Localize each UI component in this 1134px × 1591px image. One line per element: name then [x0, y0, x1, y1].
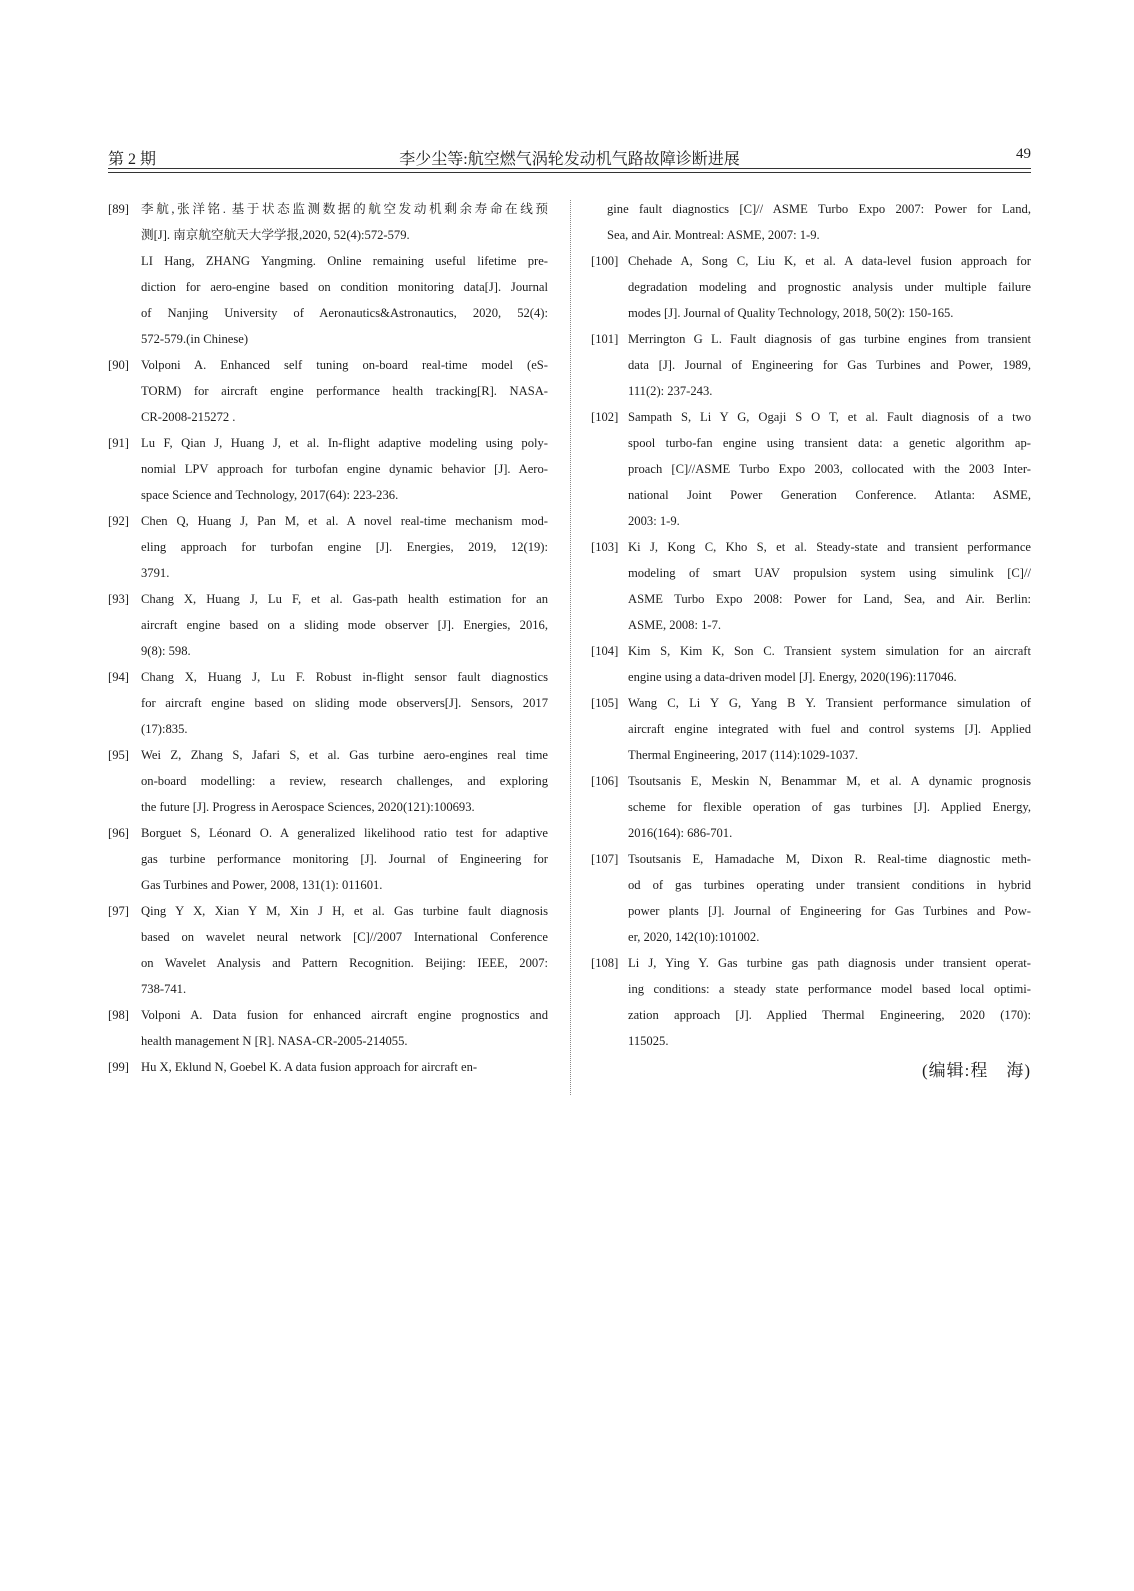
reference-line: zation approach [J]. Applied Thermal Engineering, 2020 (170):: [628, 1008, 1031, 1022]
reference-number: [97]: [108, 904, 129, 918]
reference-line: data [J]. Journal of Engineering for Gas Turbines and Power, 1989,: [628, 358, 1031, 372]
reference-line: Gas Turbines and Power, 2008, 131(1): 011601.: [141, 878, 383, 892]
reference-number: [107]: [591, 852, 619, 866]
reference-number: [98]: [108, 1008, 129, 1022]
reference-number: [90]: [108, 358, 129, 372]
reference-line: on-board modelling: a review, research challenges, and exploring: [141, 774, 548, 788]
reference-number: [105]: [591, 696, 619, 710]
reference-line: degradation modeling and prognostic analysis under multiple failure: [628, 280, 1031, 294]
reference-line: Thermal Engineering, 2017 (114):1029-1037.: [628, 748, 859, 762]
reference-line: Lu F, Qian J, Huang J, et al. In-flight adaptive modeling using poly-: [141, 436, 548, 450]
reference-line: 738-741.: [141, 982, 187, 996]
reference-line: 115025.: [628, 1034, 669, 1048]
reference-line: on Wavelet Analysis and Pattern Recognition. Beijing: IEEE, 2007:: [141, 956, 548, 970]
reference-line: 2003: 1-9.: [628, 514, 680, 528]
reference-line: eling approach for turbofan engine [J]. Energies, 2019, 12(19):: [141, 540, 548, 554]
reference-line: ASME Turbo Expo 2008: Power for Land, Sea, and Air. Berlin:: [628, 592, 1031, 606]
reference-line: Chang X, Huang J, Lu F. Robust in-flight sensor fault diagnostics: [141, 670, 548, 684]
reference-line: Tsoutsanis E, Hamadache M, Dixon R. Real-time diagnostic meth-: [628, 852, 1031, 866]
reference-line: Borguet S, Léonard O. A generalized likelihood ratio test for adaptive: [141, 826, 548, 840]
reference-line: Kim S, Kim K, Son C. Transient system simulation for an aircraft: [628, 644, 1031, 658]
reference-line: Wei Z, Zhang S, Jafari S, et al. Gas turbine aero-engines real time: [141, 748, 548, 762]
header-rule-bottom: [108, 172, 1031, 173]
reference-line: 572-579.(in Chinese): [141, 332, 249, 346]
reference-line: ASME, 2008: 1-7.: [628, 618, 722, 632]
reference-line: for aircraft engine based on sliding mode observers[J]. Sensors, 2017: [141, 696, 548, 710]
reference-number: [92]: [108, 514, 129, 528]
page-header: [108, 146, 1031, 168]
reference-line: 测[J]. 南京航空航天大学学报,2020, 52(4):572-579.: [141, 228, 410, 242]
reference-line: 3791.: [141, 566, 170, 580]
reference-entry: [591, 534, 1031, 638]
reference-line: Sea, and Air. Montreal: ASME, 2007: 1-9.: [607, 228, 820, 242]
reference-line: er, 2020, 142(10):101002.: [628, 930, 760, 944]
reference-line: Tsoutsanis E, Meskin N, Benammar M, et al. A dynamic prognosis: [628, 774, 1031, 788]
reference-line: Chang X, Huang J, Lu F, et al. Gas-path health estimation for an: [141, 592, 548, 606]
reference-line: 李航,张洋铭. 基于状态监测数据的航空发动机剩余寿命在线预: [141, 202, 548, 216]
column-divider: [570, 200, 571, 1095]
reference-entry: [591, 690, 1031, 768]
reference-entry: [108, 898, 548, 1002]
reference-line: diction for aero-engine based on condition monitoring data[J]. Journal: [141, 280, 548, 294]
reference-number: [95]: [108, 748, 129, 762]
header-rule-top: [108, 168, 1031, 169]
references-right-column: [591, 196, 1031, 1054]
reference-line: health management N [R]. NASA-CR-2005-214055.: [141, 1034, 408, 1048]
reference-continuation: [591, 196, 1031, 248]
reference-entry: [108, 508, 548, 586]
reference-line: gas turbine performance monitoring [J]. Journal of Engineering for: [141, 852, 548, 866]
reference-number: [108]: [591, 956, 619, 970]
reference-number: [89]: [108, 202, 129, 216]
reference-line: proach [C]//ASME Turbo Expo 2003, collocated with the 2003 Inter-: [628, 462, 1031, 476]
reference-line: national Joint Power Generation Conference. Atlanta: ASME,: [628, 488, 1031, 502]
reference-entry: [591, 404, 1031, 534]
reference-entry: [591, 846, 1031, 950]
reference-line: Volponi A. Data fusion for enhanced aircraft engine prognostics and: [141, 1008, 548, 1022]
reference-line: Qing Y X, Xian Y M, Xin J H, et al. Gas turbine fault diagnosis: [141, 904, 548, 918]
running-title: 李少尘等:航空燃气涡轮发动机气路故障诊断进展: [399, 151, 740, 168]
reference-line: engine using a data-driven model [J]. Energy, 2020(196):117046.: [628, 670, 957, 684]
reference-line: scheme for flexible operation of gas turbines [J]. Applied Energy,: [628, 800, 1031, 814]
reference-line: Merrington G L. Fault diagnosis of gas turbine engines from transient: [628, 332, 1031, 346]
reference-line: (17):835.: [141, 722, 188, 736]
reference-line: spool turbo-fan engine using transient data: a genetic algorithm ap-: [628, 436, 1031, 450]
references-left-column: [108, 196, 548, 1080]
reference-entry: [108, 430, 548, 508]
reference-line: od of gas turbines operating under transient conditions in hybrid: [628, 878, 1031, 892]
reference-number: [99]: [108, 1060, 129, 1074]
reference-entry: [591, 248, 1031, 326]
reference-line: aircraft engine integrated with fuel and control systems [J]. Applied: [628, 722, 1031, 736]
reference-entry: [591, 768, 1031, 846]
reference-line: Volponi A. Enhanced self tuning on-board real-time model (eS-: [141, 358, 548, 372]
reference-number: [101]: [591, 332, 619, 346]
reference-line: 9(8): 598.: [141, 644, 191, 658]
reference-number: [96]: [108, 826, 129, 840]
reference-line: based on wavelet neural network [C]//2007 International Conference: [141, 930, 548, 944]
reference-entry: [591, 326, 1031, 404]
reference-line: Sampath S, Li Y G, Ogaji S O T, et al. Fault diagnosis of a two: [628, 410, 1031, 424]
reference-entry: [591, 638, 1031, 690]
reference-line: CR-2008-215272 .: [141, 410, 236, 424]
reference-entry: [108, 820, 548, 898]
reference-number: [93]: [108, 592, 129, 606]
reference-entry: [108, 1002, 548, 1054]
editor-note: (编辑:程 海): [921, 1061, 1031, 1080]
reference-number: [94]: [108, 670, 129, 684]
reference-number: [104]: [591, 644, 619, 658]
reference-number: [100]: [591, 254, 619, 268]
reference-line: space Science and Technology, 2017(64): 223-236.: [141, 488, 399, 502]
reference-line: Hu X, Eklund N, Goebel K. A data fusion approach for aircraft en-: [141, 1060, 478, 1074]
reference-line: gine fault diagnostics [C]// ASME Turbo Expo 2007: Power for Land,: [607, 202, 1031, 216]
reference-line: of Nanjing University of Aeronautics&Astronautics, 2020, 52(4):: [141, 306, 548, 320]
reference-number: [102]: [591, 410, 619, 424]
reference-entry: [108, 1054, 548, 1080]
reference-entry: [108, 196, 548, 352]
reference-line: 111(2): 237-243.: [628, 384, 713, 398]
issue-number: 第 2 期: [108, 151, 157, 168]
reference-line: aircraft engine based on a sliding mode observer [J]. Energies, 2016,: [141, 618, 548, 632]
reference-entry: [591, 950, 1031, 1054]
reference-entry: [108, 586, 548, 664]
reference-entry: [108, 742, 548, 820]
reference-line: Li J, Ying Y. Gas turbine gas path diagnosis under transient operat-: [628, 956, 1031, 970]
reference-line: LI Hang, ZHANG Yangming. Online remaining useful lifetime pre-: [141, 254, 548, 268]
reference-line: ing conditions: a steady state performance model based local optimi-: [628, 982, 1031, 996]
page-number: 49: [1016, 146, 1031, 162]
reference-line: Wang C, Li Y G, Yang B Y. Transient performance simulation of: [628, 696, 1031, 710]
reference-line: Ki J, Kong C, Kho S, et al. Steady-state and transient performance: [628, 540, 1031, 554]
reference-line: TORM) for aircraft engine performance health tracking[R]. NASA-: [141, 384, 548, 398]
reference-line: the future [J]. Progress in Aerospace Sciences, 2020(121):100693.: [141, 800, 475, 814]
reference-line: 2016(164): 686-701.: [628, 826, 733, 840]
reference-number: [106]: [591, 774, 619, 788]
reference-line: nomial LPV approach for turbofan engine dynamic behavior [J]. Aero-: [141, 462, 548, 476]
reference-line: Chen Q, Huang J, Pan M, et al. A novel real-time mechanism mod-: [141, 514, 548, 528]
reference-line: modes [J]. Journal of Quality Technology, 2018, 50(2): 150-165.: [628, 306, 954, 320]
reference-number: [91]: [108, 436, 129, 450]
reference-entry: [108, 352, 548, 430]
reference-number: [103]: [591, 540, 619, 554]
reference-line: Chehade A, Song C, Liu K, et al. A data-level fusion approach for: [628, 254, 1031, 268]
reference-line: modeling of smart UAV propulsion system using simulink [C]//: [628, 566, 1031, 580]
reference-line: power plants [J]. Journal of Engineering for Gas Turbines and Pow-: [628, 904, 1031, 918]
reference-entry: [108, 664, 548, 742]
